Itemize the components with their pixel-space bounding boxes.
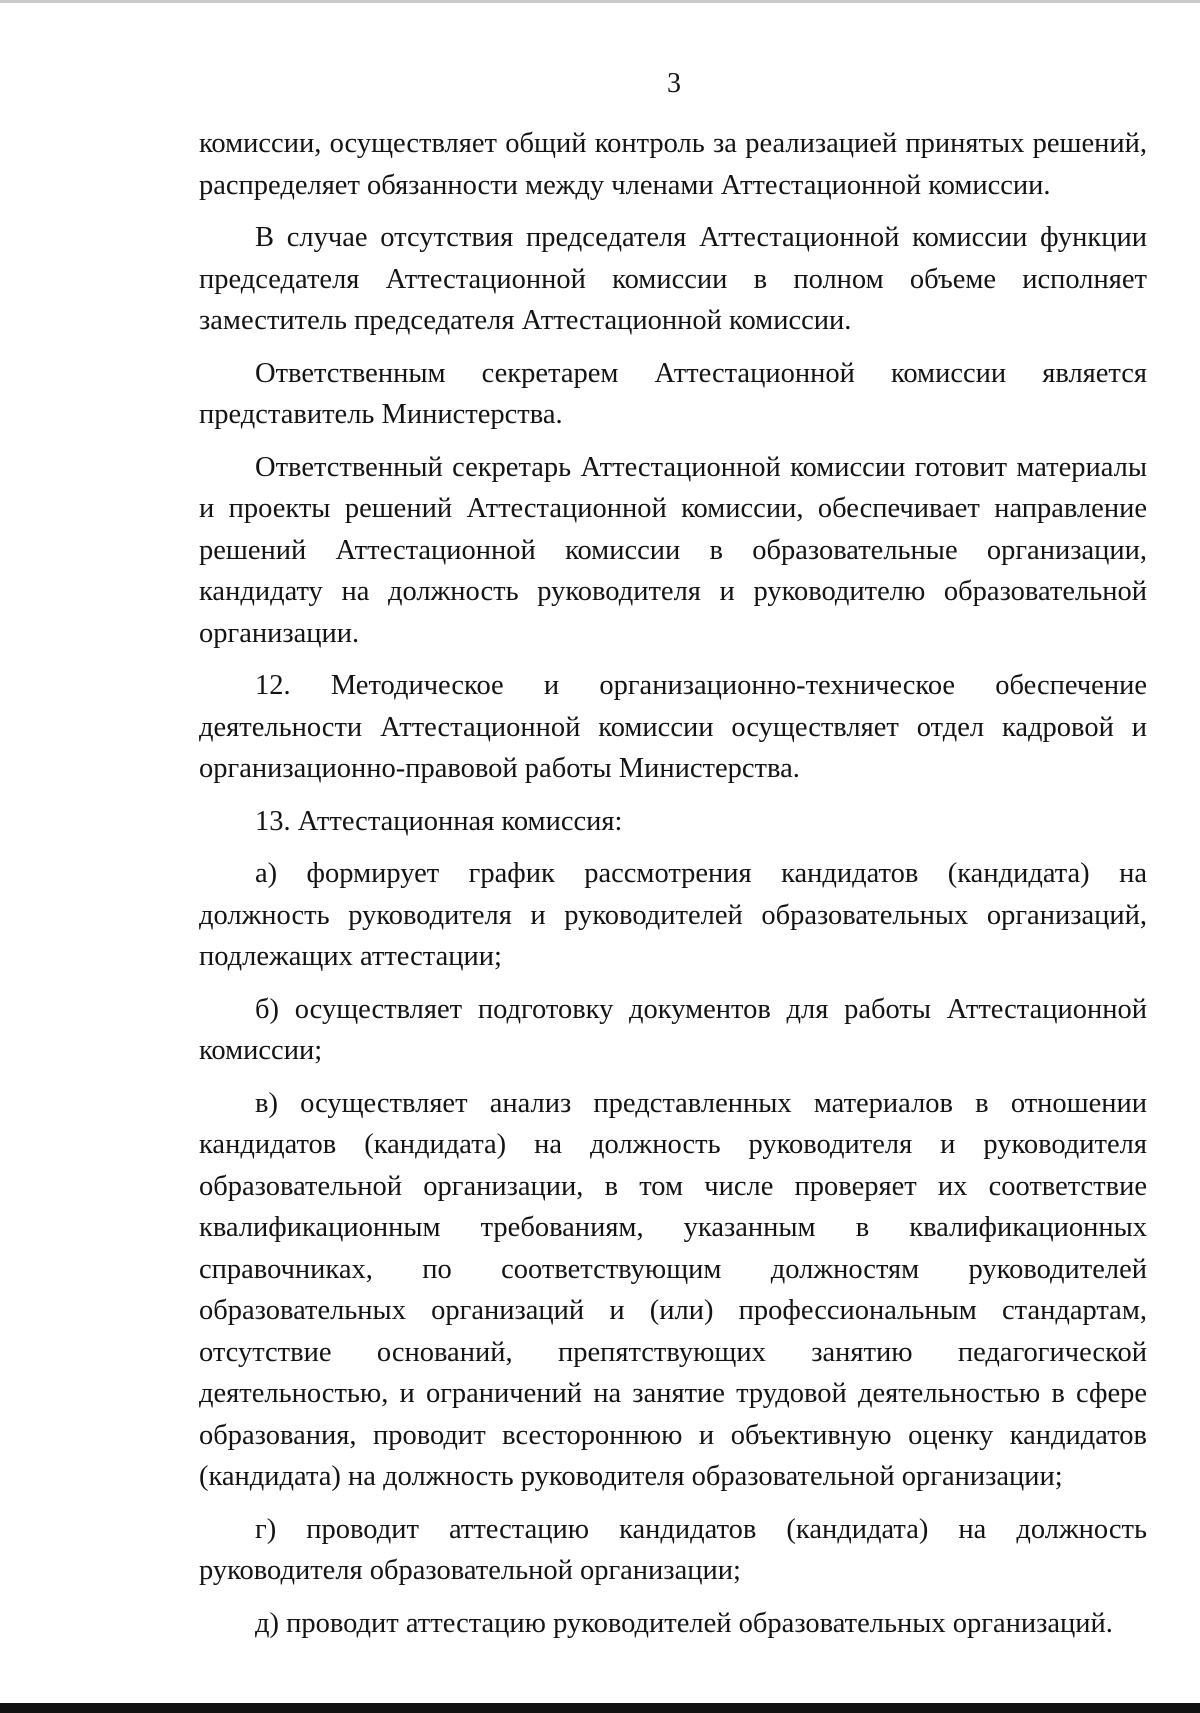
list-item-v: в) осуществляет анализ представленных материалов в отношении кандидатов (кандидата) на должность руководителя и руководителя образовательной организации, в том числе проверяет их соответствие квалификационным требованиям, указанным в квалификационных справочниках, по соответствующим должностям руководителей образовательных организаций и (или) профессиональным стандартам, отсутствие оснований, препятствующих занятию педагогической деятельностью, и ограничений на занятие трудовой деятельностью в сфере образования, проводит всестороннюю и объективную оценку кандидатов (кандидата) на должность руководителя образовательной организации;	[199, 1087, 1147, 1492]
paragraph-secretary-appointment: Ответственным секретарем Аттестационной комиссии является представитель Министерства.	[199, 357, 1147, 430]
paragraph-secretary-duties: Ответственный секретарь Аттестационной комиссии готовит материалы и проекты решений Аттестационной комиссии, обеспечивает направление решений Аттестационной комиссии в образовательные организации, кандидату на должность руководителя и руководителю образовательной организации.	[199, 451, 1147, 649]
scan-top-edge	[0, 0, 1200, 3]
paragraph-chairman-absence: В случае отсутствия председателя Аттестационной комиссии функции председателя Аттестационной комиссии в полном объеме исполняет заместитель председателя Аттестационной комиссии.	[199, 222, 1147, 336]
list-item-b: б) осуществляет подготовку документов для работы Аттестационной комиссии;	[199, 993, 1147, 1066]
document-body	[199, 123, 1147, 1655]
paragraph-item-13-heading: 13. Аттестационная комиссия:	[255, 805, 623, 837]
page-number: 3	[667, 68, 681, 99]
paragraph-item-12: 12. Методическое и организационно-техническое обеспечение деятельности Аттестационной комиссии осуществляет отдел кадровой и организационно-правовой работы Министерства.	[199, 670, 1147, 784]
scan-bottom-edge	[0, 1703, 1200, 1713]
list-item-d: д) проводит аттестацию руководителей образовательных организаций.	[255, 1607, 1113, 1639]
list-item-g: г) проводит аттестацию кандидатов (кандидата) на должность руководителя образовательной организации;	[199, 1513, 1147, 1586]
paragraph-continuation: комиссии, осуществляет общий контроль за реализацией принятых решений, распределяет обязанности между членами Аттестационной комиссии.	[199, 128, 1147, 201]
list-item-a: а) формирует график рассмотрения кандидатов (кандидата) на должность руководителя и руководителей образовательных организаций, подлежащих аттестации;	[199, 858, 1147, 972]
